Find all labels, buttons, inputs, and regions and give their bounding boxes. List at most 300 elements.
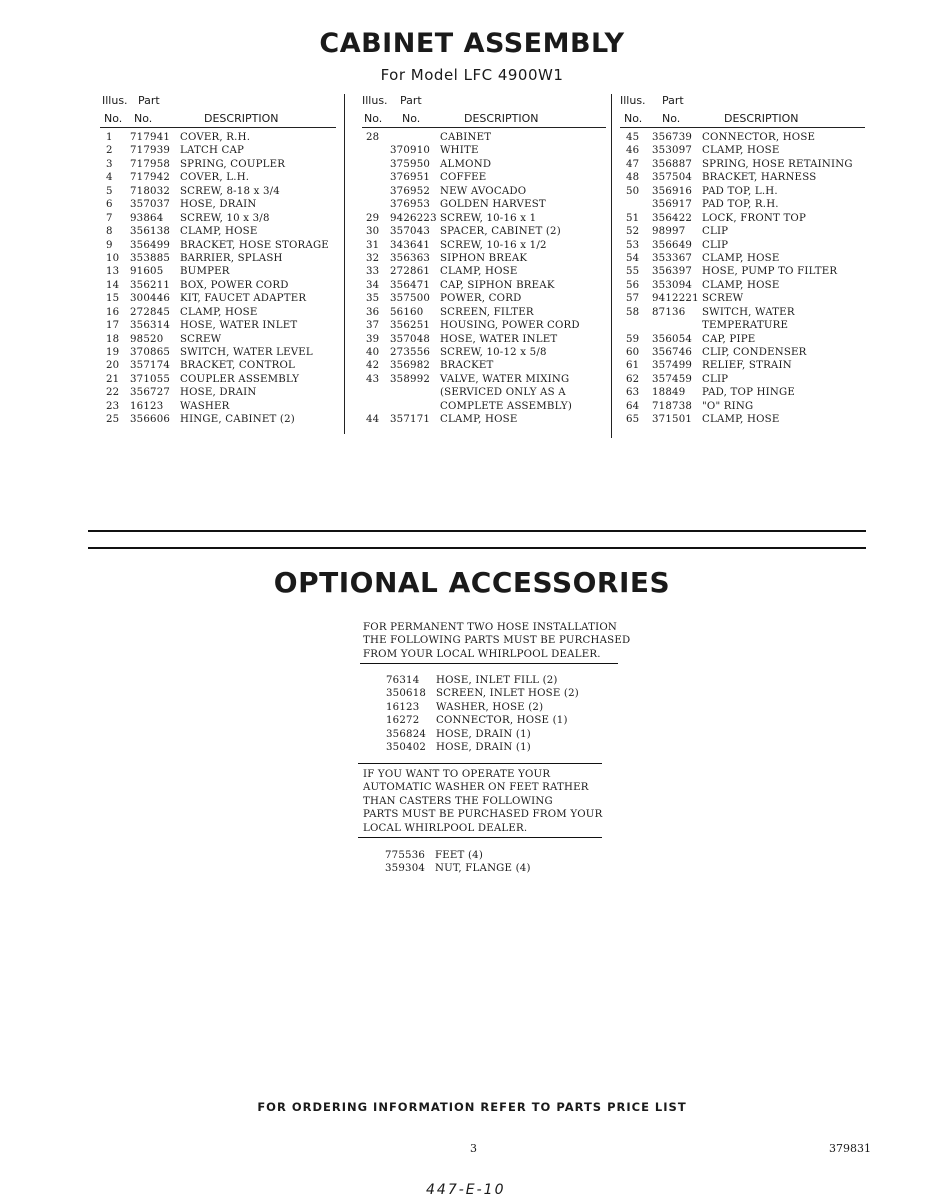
part-number: 300446 [130, 293, 171, 305]
illus-number: 46 [626, 145, 640, 157]
part-label: Part [400, 94, 422, 107]
table-row [620, 199, 865, 212]
part-description: RELIEF, STRAIN [702, 360, 792, 372]
table-row [100, 280, 340, 293]
part-description: CLAMP, HOSE [440, 266, 518, 278]
part-number: 16123 [386, 701, 420, 713]
part-description: HOSE, DRAIN [180, 387, 257, 399]
part-description: SCREW [180, 333, 222, 345]
table-row [362, 320, 607, 333]
part-description: SPACER, CABINET (2) [440, 226, 561, 238]
illus-number: 60 [626, 347, 640, 358]
table-row [100, 159, 340, 172]
header-rule [100, 127, 336, 128]
part-description: ALMOND [440, 158, 492, 170]
part-number: 775536 [385, 850, 426, 861]
part-number: 356499 [130, 239, 171, 251]
part-description: HOSE, DRAIN (1) [436, 728, 531, 740]
part-number: 357500 [390, 293, 431, 305]
illus-number: 4 [106, 172, 113, 184]
parts-table-middle [362, 94, 607, 428]
table-row [620, 280, 865, 293]
part-number: 356739 [652, 132, 693, 143]
part-description: SPRING, HOSE RETAINING [702, 158, 853, 170]
table-row [620, 226, 865, 239]
illus-number: 20 [106, 360, 120, 372]
part-number: 371055 [130, 373, 171, 385]
note-rule [360, 663, 618, 664]
table-row [362, 132, 607, 145]
part-description: COMPLETE ASSEMBLY) [440, 400, 573, 412]
table-row [362, 334, 607, 347]
section-divider [88, 530, 866, 532]
table-row [100, 347, 340, 360]
part-number: 356138 [130, 226, 171, 238]
table-row [620, 159, 865, 172]
table-row [620, 414, 865, 427]
part-number: 353367 [652, 252, 693, 264]
table-row [362, 347, 607, 360]
header-rule [620, 127, 865, 128]
illus-number: 37 [366, 320, 380, 332]
part-description: SCREW, 10 x 3/8 [180, 212, 270, 224]
illus-number: 48 [626, 172, 640, 184]
part-description: KIT, FAUCET ADAPTER [180, 293, 307, 305]
part-description: COUPLER ASSEMBLY [180, 373, 300, 385]
handwritten-note: 447-E-10 [426, 1182, 506, 1198]
part-number: 356917 [652, 199, 693, 211]
description-label: DESCRIPTION [464, 112, 539, 125]
part-description: CONNECTOR, HOSE [702, 132, 816, 143]
part-number: 356054 [652, 333, 693, 345]
table-header [362, 94, 607, 128]
table-row [620, 307, 865, 320]
part-number: 357043 [390, 226, 431, 238]
part-number: 717958 [130, 158, 171, 170]
column-divider [344, 94, 345, 434]
table-row [100, 320, 340, 333]
table-row [100, 145, 340, 158]
no-label: No. [364, 112, 383, 125]
part-description: CONNECTOR, HOSE (1) [436, 715, 568, 727]
table-row [620, 401, 865, 414]
part-description: NEW AVOCADO [440, 185, 527, 197]
part-description: POWER, CORD [440, 293, 522, 305]
part-description: HOSE, DRAIN [180, 199, 257, 211]
part-number: 356422 [652, 212, 693, 224]
illus-number: 29 [366, 212, 380, 224]
part-description: BARRIER, SPLASH [180, 252, 283, 264]
illus-number: 10 [106, 252, 120, 264]
illus-number: 52 [626, 226, 640, 238]
part-description: SCREW, 8-18 x 3/4 [180, 185, 280, 197]
part-number: 356746 [652, 347, 693, 358]
note-line: THE FOLLOWING PARTS MUST BE PURCHASED [363, 635, 631, 647]
part-description: TEMPERATURE [702, 320, 789, 332]
part-number: 357499 [652, 360, 693, 372]
illus-number: 9 [106, 239, 113, 251]
illus-number: 33 [366, 266, 380, 278]
part-number: 371501 [652, 414, 693, 426]
part-description: SCREW, 10-16 x 1 [440, 212, 537, 224]
illus-number: 22 [106, 387, 120, 399]
illus-number: 61 [626, 360, 640, 372]
illus-number: 45 [626, 132, 640, 143]
part-number: 18849 [652, 387, 686, 399]
table-row [362, 159, 607, 172]
table-row [620, 320, 865, 333]
part-number: 272861 [390, 266, 431, 278]
part-number: 375950 [390, 158, 431, 170]
part-number: 93864 [130, 212, 164, 224]
table-row [100, 401, 340, 414]
illus-number: 28 [366, 132, 380, 143]
part-number: 356251 [390, 320, 431, 332]
part-description: WASHER, HOSE (2) [436, 701, 544, 713]
part-number: 16272 [386, 715, 420, 727]
part-description: LATCH CAP [180, 145, 245, 157]
illus-number: 15 [106, 293, 120, 305]
table-row [362, 374, 607, 387]
table-row [620, 334, 865, 347]
illus-number: 21 [106, 373, 120, 385]
part-description: BOX, POWER CORD [180, 279, 289, 291]
table-row [100, 172, 340, 185]
part-description: SCREW, 10-16 x 1/2 [440, 239, 547, 251]
table-row [620, 253, 865, 266]
part-description: COVER, L.H. [180, 172, 250, 184]
illus-number: 63 [626, 387, 640, 399]
part-number: 356727 [130, 387, 171, 399]
illus-number: 30 [366, 226, 380, 238]
illus-number: 13 [106, 266, 120, 278]
part-description: "O" RING [702, 400, 754, 412]
illus-number: 25 [106, 414, 120, 426]
table-row [100, 307, 340, 320]
table-row [100, 186, 340, 199]
illus-number: 2 [106, 145, 113, 157]
rows-left [100, 132, 340, 428]
note-rule [358, 763, 602, 764]
table-row [100, 360, 340, 373]
illus-number: 5 [106, 185, 113, 197]
part-description: HOSE, PUMP TO FILTER [702, 266, 838, 278]
part-number: 370910 [390, 145, 431, 157]
table-row [362, 293, 607, 306]
illus-number: 47 [626, 158, 640, 170]
part-description: HOSE, DRAIN (1) [436, 742, 531, 754]
part-number: 357037 [130, 199, 171, 211]
table-row [100, 132, 340, 145]
part-number: 353097 [652, 145, 693, 157]
table-row [100, 240, 340, 253]
part-number: 718738 [652, 400, 693, 412]
table-row [100, 334, 340, 347]
note-line: LOCAL WHIRLPOOL DEALER. [363, 822, 528, 834]
no-label: No. [104, 112, 123, 125]
table-row [620, 186, 865, 199]
table-row [362, 307, 607, 320]
part-description: CABINET [440, 132, 492, 143]
table-row [100, 253, 340, 266]
table-row [620, 132, 865, 145]
part-description: NUT, FLANGE (4) [435, 863, 531, 875]
part-description: (SERVICED ONLY AS A [440, 387, 566, 399]
part-description: CLIP [702, 373, 729, 385]
no-label: No. [624, 112, 643, 125]
part-number: 357174 [130, 360, 171, 372]
part-description: CLIP [702, 226, 729, 238]
table-row [620, 266, 865, 279]
part-number: 356397 [652, 266, 693, 278]
illus-number: 19 [106, 347, 120, 358]
description-label: DESCRIPTION [204, 112, 279, 125]
table-row [620, 145, 865, 158]
column-divider [611, 94, 612, 438]
illus-number: 65 [626, 414, 640, 426]
table-header [100, 94, 340, 128]
illus-number: 6 [106, 199, 113, 211]
part-number: 91605 [130, 266, 164, 278]
illus-number: 51 [626, 212, 640, 224]
note-line: THAN CASTERS THE FOLLOWING [363, 795, 553, 807]
part-number: 9412221 [652, 293, 699, 305]
part-number: 343641 [390, 239, 431, 251]
rows-middle [362, 132, 607, 428]
table-row [362, 401, 607, 414]
part-number: 356314 [130, 320, 171, 332]
part-description: PAD TOP, L.H. [702, 185, 778, 197]
table-row [620, 347, 865, 360]
part-description: LOCK, FRONT TOP [702, 212, 807, 224]
table-row [100, 387, 340, 400]
part-description: CLAMP, HOSE [440, 414, 518, 426]
table-row [362, 266, 607, 279]
no2-label: No. [662, 112, 681, 125]
part-description: HINGE, CABINET (2) [180, 414, 295, 426]
part-description: CLAMP, HOSE [180, 306, 258, 318]
table-row [362, 414, 607, 427]
illus-number: 36 [366, 306, 380, 318]
table-row [100, 414, 340, 427]
table-row [100, 226, 340, 239]
part-description: SCREW, 10-12 x 5/8 [440, 347, 547, 358]
accessories-note-feet [363, 768, 602, 835]
table-row [620, 213, 865, 226]
note-rule [358, 837, 602, 838]
part-description: SCREW [702, 293, 744, 305]
illus-number: 42 [366, 360, 380, 372]
part-number: 272845 [130, 306, 171, 318]
part-number: 357504 [652, 172, 693, 184]
model-subtitle: For Model LFC 4900W1 [380, 66, 564, 84]
part-description: HOSE, INLET FILL (2) [436, 675, 558, 686]
part-number: 357459 [652, 373, 693, 385]
part-number: 353094 [652, 279, 693, 291]
illus-number: 53 [626, 239, 640, 251]
note-line: PARTS MUST BE PURCHASED FROM YOUR [363, 809, 603, 821]
note-line: IF YOU WANT TO OPERATE YOUR [363, 769, 551, 780]
table-row [362, 199, 607, 212]
part-description: SPRING, COUPLER [180, 158, 286, 170]
table-row [362, 280, 607, 293]
illus-number: 54 [626, 252, 640, 264]
part-label: Part [138, 94, 160, 107]
part-description: CAP, PIPE [702, 333, 756, 345]
table-row [100, 293, 340, 306]
part-number: 356887 [652, 158, 693, 170]
table-row [362, 226, 607, 239]
part-description: PAD TOP, R.H. [702, 199, 779, 211]
illus-number: 1 [106, 132, 113, 143]
part-description: BRACKET, CONTROL [180, 360, 295, 372]
table-row [100, 213, 340, 226]
part-number: 356471 [390, 279, 431, 291]
table-row [100, 374, 340, 387]
part-description: HOSE, WATER INLET [440, 333, 558, 345]
illus-number: 64 [626, 400, 640, 412]
part-number: 376952 [390, 185, 431, 197]
part-description: BRACKET, HARNESS [702, 172, 817, 184]
parts-table-right [620, 94, 865, 428]
part-label: Part [662, 94, 684, 107]
table-row [362, 145, 607, 158]
illus-number: 39 [366, 333, 380, 345]
part-number: 717939 [130, 145, 171, 157]
part-description: CLAMP, HOSE [702, 252, 780, 264]
table-row [620, 387, 865, 400]
part-number: 353885 [130, 252, 171, 264]
table-row [620, 374, 865, 387]
part-number: 718032 [130, 185, 171, 197]
page-number: 3 [470, 1142, 477, 1155]
illus-label: Illus. [362, 94, 388, 107]
illus-number: 32 [366, 252, 380, 264]
illus-number: 16 [106, 306, 120, 318]
table-row [100, 266, 340, 279]
illus-number: 40 [366, 347, 380, 358]
part-description: PAD, TOP HINGE [702, 387, 795, 399]
part-description: GOLDEN HARVEST [440, 199, 546, 211]
part-number: 350618 [386, 688, 427, 700]
part-description: WASHER [180, 400, 230, 412]
part-number: 717941 [130, 132, 171, 143]
illus-number: 59 [626, 333, 640, 345]
illus-number: 35 [366, 293, 380, 305]
part-number: 56160 [390, 306, 424, 318]
part-number: 273556 [390, 347, 431, 358]
part-number: 87136 [652, 306, 686, 318]
part-description: BUMPER [180, 266, 230, 278]
table-row [362, 213, 607, 226]
illus-number: 3 [106, 158, 113, 170]
part-number: 356211 [130, 279, 171, 291]
part-description: COVER, R.H. [180, 132, 251, 143]
part-description: SWITCH, WATER LEVEL [180, 347, 313, 358]
part-description: SCREEN, FILTER [440, 306, 534, 318]
part-number: 376951 [390, 172, 431, 184]
illus-number: 57 [626, 293, 640, 305]
part-description: SIPHON BREAK [440, 252, 528, 264]
part-description: BRACKET [440, 360, 494, 372]
illus-number: 44 [366, 414, 380, 426]
part-description: FEET (4) [435, 850, 484, 861]
illus-number: 8 [106, 226, 113, 238]
part-number: 370865 [130, 347, 171, 358]
part-description: SCREEN, INLET HOSE (2) [436, 688, 579, 700]
part-description: CLAMP, HOSE [180, 226, 258, 238]
part-description: CLIP, CONDENSER [702, 347, 807, 358]
part-number: 9426223 [390, 212, 437, 224]
illus-number: 62 [626, 373, 640, 385]
part-description: VALVE, WATER MIXING [440, 373, 570, 385]
page-title: CABINET ASSEMBLY [319, 28, 625, 59]
illus-number: 14 [106, 279, 120, 291]
illus-number: 17 [106, 320, 120, 332]
section-divider [88, 547, 866, 549]
part-description: CLAMP, HOSE [702, 414, 780, 426]
part-number: 356916 [652, 185, 693, 197]
note-line: AUTOMATIC WASHER ON FEET RATHER [363, 782, 589, 794]
part-description: SWITCH, WATER [702, 306, 795, 318]
note-line: FROM YOUR LOCAL WHIRLPOOL DEALER. [363, 648, 601, 660]
part-description: CAP, SIPHON BREAK [440, 279, 555, 291]
illus-number: 56 [626, 279, 640, 291]
description-label: DESCRIPTION [724, 112, 799, 125]
table-row [100, 199, 340, 212]
part-number: 16123 [130, 400, 164, 412]
part-description: CLAMP, HOSE [702, 279, 780, 291]
illus-number: 55 [626, 266, 640, 278]
table-row [362, 387, 607, 400]
part-description: HOUSING, POWER CORD [440, 320, 580, 332]
part-number: 359304 [385, 863, 426, 875]
part-description: CLAMP, HOSE [702, 145, 780, 157]
part-number: 76314 [386, 675, 420, 686]
part-description: COFFEE [440, 172, 487, 184]
part-number: 357048 [390, 333, 431, 345]
part-number: 356982 [390, 360, 431, 372]
part-number: 357171 [390, 414, 431, 426]
accessories-note-two-hose [363, 621, 630, 661]
no2-label: No. [402, 112, 421, 125]
part-description: BRACKET, HOSE STORAGE [180, 239, 329, 251]
illus-number: 23 [106, 400, 120, 412]
table-row [362, 172, 607, 185]
table-row [362, 186, 607, 199]
part-number: 98520 [130, 333, 164, 345]
part-description: HOSE, WATER INLET [180, 320, 298, 332]
no2-label: No. [134, 112, 153, 125]
part-description: CLIP [702, 239, 729, 251]
parts-table-left [100, 94, 340, 428]
illus-label: Illus. [620, 94, 646, 107]
table-row [362, 240, 607, 253]
ordering-info: FOR ORDERING INFORMATION REFER TO PARTS PRICE LIST [257, 1100, 687, 1114]
table-header [620, 94, 865, 128]
illus-number: 43 [366, 373, 380, 385]
illus-label: Illus. [102, 94, 128, 107]
part-number: 376953 [390, 199, 431, 211]
accessories-title: OPTIONAL ACCESSORIES [273, 566, 671, 599]
part-number: 717942 [130, 172, 171, 184]
part-number: 356363 [390, 252, 431, 264]
illus-number: 58 [626, 306, 640, 318]
part-number: 350402 [386, 742, 427, 754]
table-row [620, 172, 865, 185]
rows-right [620, 132, 865, 428]
part-number: 358992 [390, 373, 431, 385]
